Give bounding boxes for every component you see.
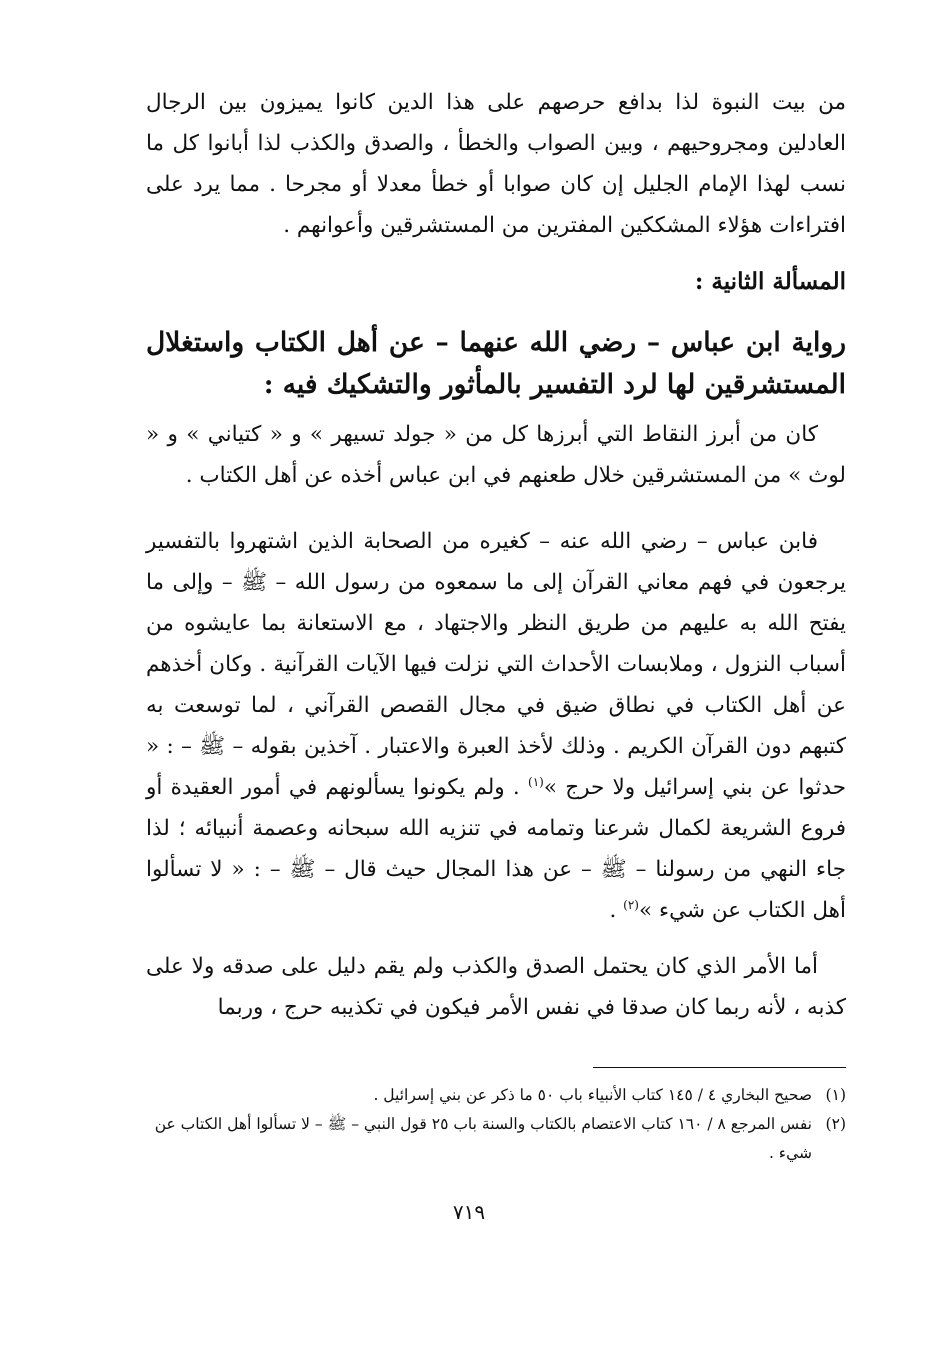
footnote-1 [146, 1081, 846, 1110]
footnote-number: (١) [825, 1086, 846, 1104]
paragraph-text-end: . [609, 898, 624, 923]
footnote-ref-2[interactable]: (٢) [623, 897, 639, 912]
footnote-text: نفس المرجع ٨ / ١٦٠ كتاب الاعتصام بالكتاب والسنة باب ٢٥ قول النبي – ﷺ – لا تسألوا أهل الكتاب عن شيء . [154, 1115, 812, 1162]
footnote-text: صحيح البخاري ٤ / ١٤٥ كتاب الأنبياء باب ٥٠ ما ذكر عن بني إسرائيل . [373, 1086, 812, 1104]
paragraph-truth-falsehood: أما الأمر الذي كان يحتمل الصدق والكذب ولم يقم دليل على صدقه ولا على كذبه ، لأنه ربما كان صدقا في نفس الأمر فيكون في تكذيبه حرج ، وربما [146, 954, 846, 1020]
section-label: المسألة الثانية : [694, 268, 846, 295]
paragraph-text-main: فابن عباس – رضي الله عنه – كغيره من الصحابة الذين اشتهروا بالتفسير يرجعون في فهم معاني القرآن إلى ما سمعوه من رسول الله – ﷺ – وإلى ما يفتح الله به عليهم من طريق النظر والاجتهاد ، مع الاستعانة بما عايشوه من أسباب النزول ، وملابسات الأحداث التي نزلت فيها الآيات القرآنية . وكان أخذهم عن أهل الكتاب في نطاق ضيق في مجال القصص القرآني ، لما توسعت به كتبهم دون القرآن الكريم . وذلك لأخذ العبرة والاعتبار . آخذين بقوله – ﷺ – : « حدثوا عن بني إسرائيل ولا حرج » [146, 529, 846, 800]
footnote-divider [593, 1067, 846, 1068]
paragraph-orientalists: كان من أبرز النقاط التي أبرزها كل من « جولد تسيهر » و « كتياني » و « لوث » من المستشرقين خلال طعنهم في ابن عباس أخذه عن أهل الكتاب . [146, 422, 846, 488]
footnote-ref-1[interactable]: (١) [528, 774, 544, 789]
footnote-2 [146, 1110, 846, 1168]
paragraph-text-middle: . ولم يكونوا يسألونهم في أمور العقيدة أو فروع الشريعة لكمال شرعنا وتمامه في تنزيه الله سبحانه وعصمة أنبيائه ؛ لذا جاء النهي من رسولنا – ﷺ – عن هذا المجال حيث قال – ﷺ – : « لا تسألوا أهل الكتاب عن شيء » [146, 775, 846, 923]
footnotes [146, 1081, 846, 1168]
section-heading: رواية ابن عباس – رضي الله عنهما – عن أهل الكتاب واستغلال المستشرقين لها لرد التفسير بالمأثور والتشكيك فيه : [146, 327, 846, 400]
intro-paragraph: من بيت النبوة لذا بدافع حرصهم على هذا الدين كانوا يميزون بين الرجال العادلين ومجروحيهم ، وبين الصواب والخطأ ، والصدق والكذب لذا أبانوا كل ما نسب لهذا الإمام الجليل إن كان صوابا أو خطأ معدلا أو مجرحا . مما يرد على افتراءات هؤلاء المشككين المفترين من المستشرقين وأعوانهم . [146, 90, 846, 238]
page-number: ٧١٩ [452, 1200, 486, 1224]
paragraph-ibn-abbas [146, 521, 846, 931]
footnote-number: (٢) [825, 1115, 846, 1133]
